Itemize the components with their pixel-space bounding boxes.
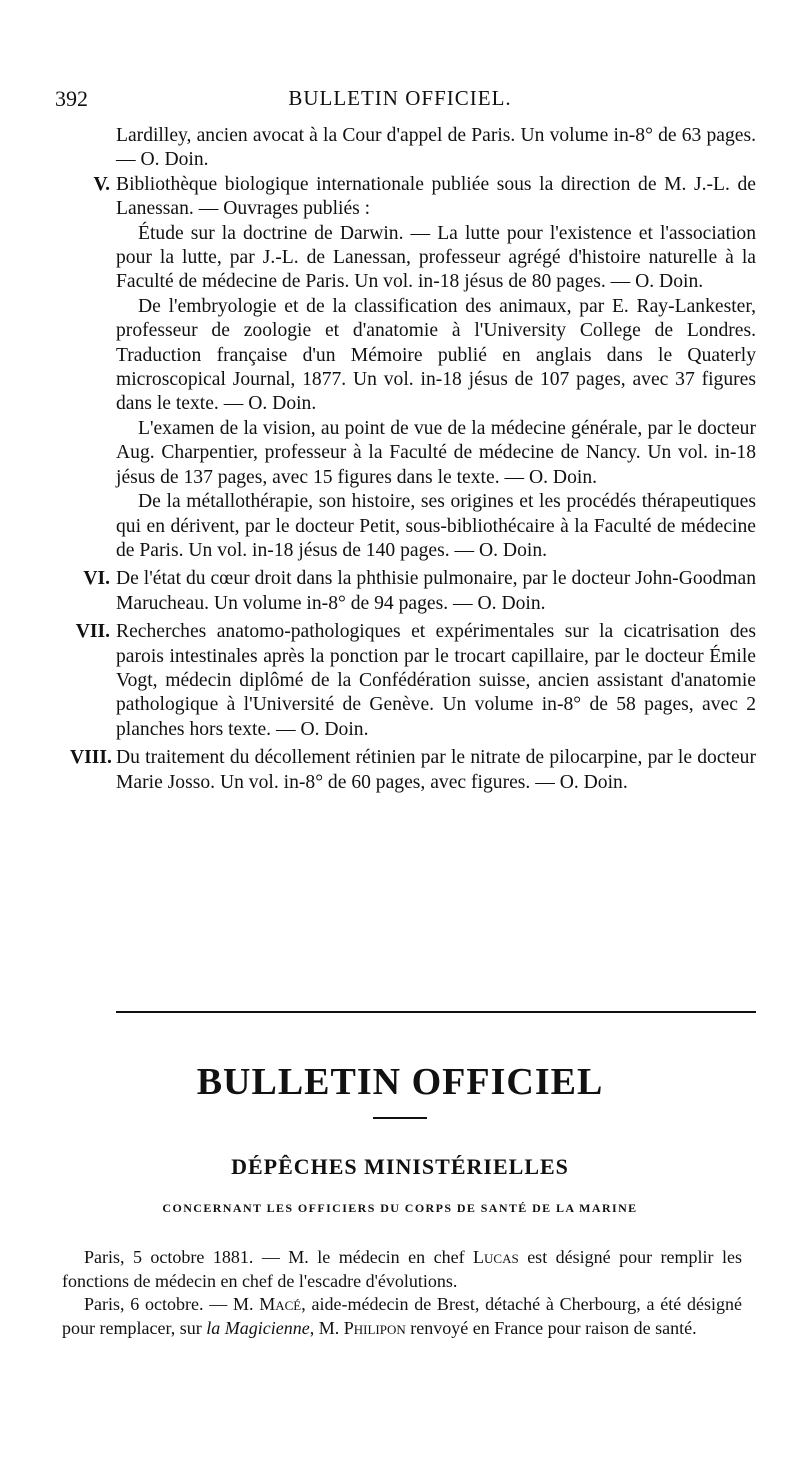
item-paragraph: De la métallothérapie, son histoire, ses origines et les procédés thérapeutiques qui en dérivent, par le docteur Petit, sous-bibliothécaire à la Faculté de médecine de Paris. Un vol. in-18 jésus de 140 pages. — O. Doin.: [116, 491, 756, 561]
publication-list: [70, 124, 756, 795]
item-number: VIII.: [70, 747, 112, 769]
list-item: [116, 124, 756, 173]
item-paragraph: Étude sur la doctrine de Darwin. — La lutte pour l'existence et l'association pour la lutte, par J.-L. de Lanessan, professeur agrégé d'histoire naturelle à la Faculté de médecine de Paris. Un vol. in-18 jésus de 80 pages. — O. Doin.: [116, 222, 756, 293]
notice-text: Paris, 6 octobre. — M.: [84, 1294, 260, 1314]
item-paragraph: Recherches anatomo-pathologiques et expérimentales sur la cicatrisation des parois intestinales après la ponction par le trocart capillaire, par le docteur Émile Vogt, médecin diplômé de la Confédération suisse, ancien assistant d'anatomie pathologique à l'Université de Genève. Un volume in-8° de 58 pages, avec 2 planches hors texte. — O. Doin.: [116, 621, 756, 740]
dispatch-notice: [62, 1293, 742, 1340]
item-paragraph: De l'embryologie et de la classification des animaux, par E. Ray-Lankester, professeur de zoologie et d'anatomie à l'University College de Londres. Traduction française d'un Mémoire publié en anglais dans le Quaterly microscopical Journal, 1877. Un vol. in-18 jésus de 107 pages, avec 37 figures dans le texte. — O. Doin.: [116, 295, 756, 415]
item-paragraph: De l'état du cœur droit dans la phthisie pulmonaire, par le docteur John-Goodman Marucheau. Un volume in-8° de 94 pages. — O. Doin.: [116, 568, 756, 614]
officer-name: Macé: [259, 1294, 302, 1314]
bulletin-title: BULLETIN OFFICIEL: [196, 1061, 604, 1103]
notice-text: est désigné pour remplir les fonctions de médecin en chef de l'escadre d'évolutions.: [62, 1247, 743, 1291]
item-number: VI.: [83, 568, 110, 590]
notice-text: renvoyé en France pour raison de santé.: [405, 1317, 697, 1338]
list-item: [93, 173, 756, 564]
item-paragraph: L'examen de la vision, au point de vue de la médecine générale, par le docteur Aug. Charpentier, professeur à la Faculté de médecine de Nancy. Un vol. in-18 jésus de 137 pages, avec 15 figures dans le texte. — O. Doin.: [116, 417, 756, 488]
running-title: BULLETIN OFFICIEL.: [288, 86, 512, 110]
list-item: [83, 567, 756, 616]
dispatch-notice: [62, 1246, 742, 1293]
notice-text: , aide-médecin de Brest, détaché à Cherbourg, a été désigné pour remplacer, sur: [62, 1294, 742, 1338]
list-item: [75, 620, 756, 742]
officer-name: Lucas: [473, 1247, 519, 1267]
running-head: [0, 86, 800, 116]
item-number: VII.: [75, 621, 110, 643]
list-item: [70, 746, 756, 795]
notice-text: Paris, 5 octobre 1881. — M. le médecin en chef: [84, 1247, 474, 1267]
officer-name: Philipon: [343, 1317, 406, 1338]
item-paragraph: Du traitement du décollement rétinien par le nitrate de pilocarpine, par le docteur Marie Josso. Un vol. in-8° de 60 pages, avec figures. — O. Doin.: [116, 747, 756, 793]
ship-name: la Magicienne: [206, 1317, 310, 1338]
notice-text: , M.: [309, 1317, 344, 1338]
section-subtitle: CONCERNANT LES OFFICIERS DU CORPS DE SANTÉ DE LA MARINE: [162, 1201, 638, 1215]
section-divider: [116, 1011, 756, 1013]
section-title: DÉPÊCHES MINISTÉRIELLES: [231, 1154, 569, 1179]
item-paragraph: Lardilley, ancien avocat à la Cour d'appel de Paris. Un volume in-8° de 63 pages. — O. Doin.: [116, 125, 756, 171]
page-number: 392: [55, 86, 88, 111]
item-paragraph: Bibliothèque biologique internationale publiée sous la direction de M. J.-L. de Lanessan. — Ouvrages publiés :: [116, 173, 756, 220]
dispatch-notices: [62, 1246, 742, 1340]
item-number: V.: [93, 173, 110, 195]
title-underline: [373, 1117, 427, 1119]
